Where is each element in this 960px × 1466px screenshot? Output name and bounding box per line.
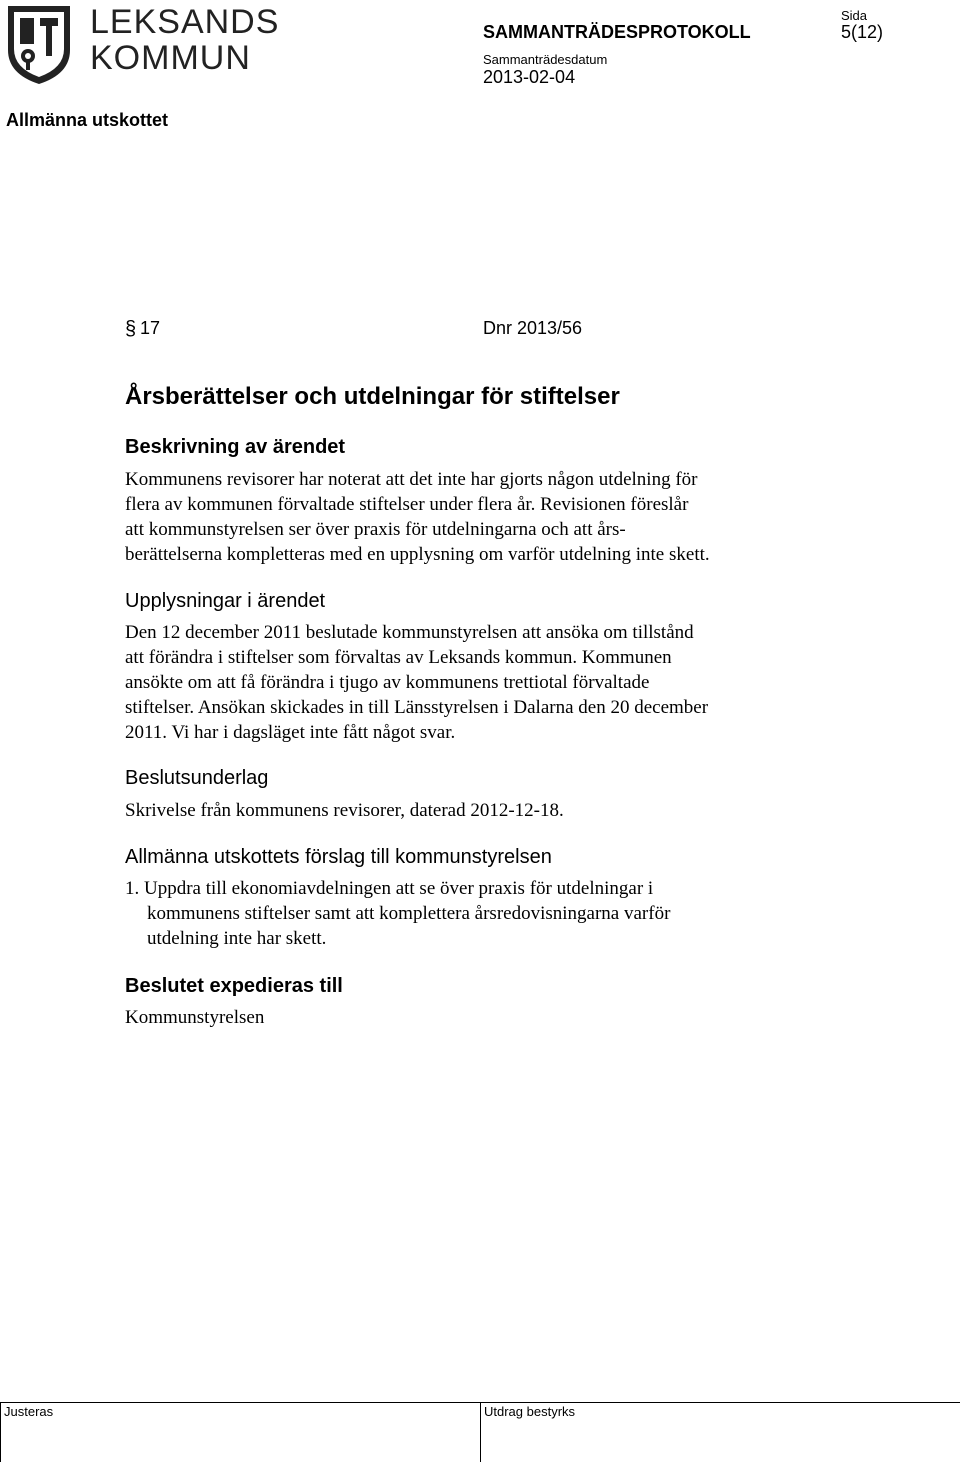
leksand-coat-of-arms-icon [6,4,72,86]
footer-justeras-label: Justeras [4,1404,54,1419]
heading-forslag: Allmänna utskottets förslag till kommunstyrelsen [125,846,552,868]
text-line: Kommunens revisorer har noterat att det inte har gjorts någon utdelning för [125,469,698,490]
heading-beskrivning: Beskrivning av ärendet [125,436,346,458]
footer-box-border-middle [480,1402,481,1462]
section-forslag [125,876,825,951]
text-line: att förändra i stiftelser som förvaltas av Leksands kommun. Kommunen [125,647,672,668]
section-beslutsunderlag [125,798,825,823]
list-item-first-line: 1. Uppdra till ekonomiavdelningen att se över praxis för utdelningar i [125,878,654,899]
meeting-date-label: Sammanträdesdatum [483,52,608,67]
text-line: berättelserna kompletteras med en upplysning om varför utdelning inte skett. [125,544,710,565]
section-upplysningar [125,620,825,745]
section-beskrivning [125,467,825,567]
heading-upplysningar: Upplysningar i ärendet [125,590,326,612]
footer-box-border-left [0,1402,1,1462]
committee-name: Allmänna utskottet [6,110,169,130]
heading-beslutsunderlag: Beslutsunderlag [125,767,269,789]
text-line: stiftelser. Ansökan skickades in till Länsstyrelsen i Dalarna den 20 december [125,697,709,718]
text-line: 2011. Vi har i dagsläget inte fått något svar. [125,722,456,743]
municipality-logo-text [90,4,279,76]
heading-expedieras: Beslutet expedieras till [125,975,343,997]
page-label: Sida [841,8,868,23]
text-line: Skrivelse från kommunens revisorer, daterad 2012-12-18. [125,800,564,821]
text-line: flera av kommunen förvaltade stiftelser under flera år. Revisionen föreslår [125,494,689,515]
text-line: Kommunstyrelsen [125,1007,265,1028]
text-line: utdelning inte har skett. [147,928,327,949]
logo-line-1: LEKSANDS [90,3,280,41]
footer-utdrag-label: Utdrag bestyrks [484,1404,576,1419]
logo-line-2: KOMMUN [90,39,251,77]
paragraph-sign: § [125,318,137,340]
text-line: ansökte om att få förändra i tjugo av kommunens trettiotal förvaltade [125,672,650,693]
section-expedieras [125,1005,825,1030]
paragraph-number: 17 [140,318,161,338]
text-line: Den 12 december 2011 beslutade kommunstyrelsen att ansöka om tillstånd [125,622,694,643]
document-title: SAMMANTRÄDESPROTOKOLL [483,22,751,42]
text-line: kommunens stiftelser samt att komplettera årsredovisningarna varför [147,903,671,924]
case-number: Dnr 2013/56 [483,318,583,338]
meeting-date: 2013-02-04 [483,67,576,87]
text-line: att kommunstyrelsen ser över praxis för utdelningarna och att års- [125,519,626,540]
page-number: 5(12) [841,22,884,42]
main-title: Årsberättelser och utdelningar för stiftelser [125,383,620,410]
